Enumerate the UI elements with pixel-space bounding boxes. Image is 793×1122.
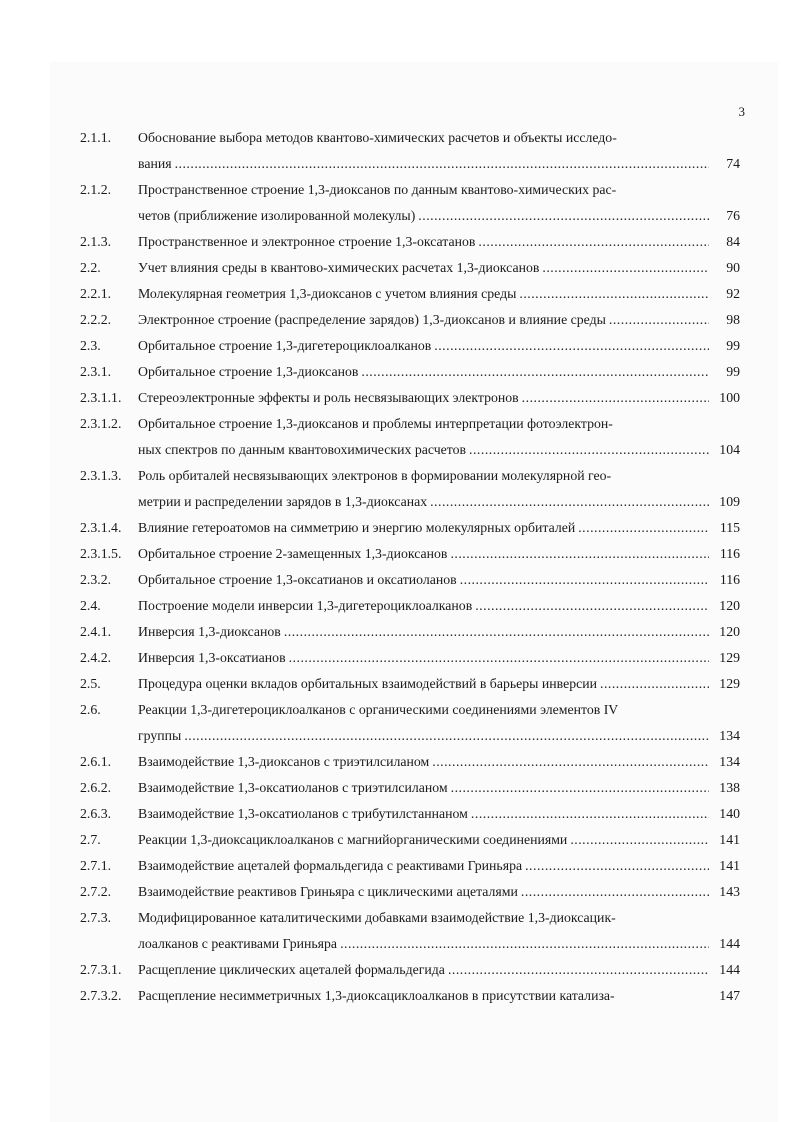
dot-leader (460, 570, 709, 590)
toc-entry-title: Орбитальное строение 1,3-диоксанов и проблемы интерпретации фотоэлектрон- (138, 416, 613, 431)
toc-entry-number: 2.1.3. (80, 234, 112, 249)
dot-leader (340, 934, 709, 954)
toc-entry (80, 960, 740, 986)
toc-entry-number: 2.3.2. (80, 572, 112, 587)
toc-entry (80, 986, 740, 1012)
toc-entry-title: вания (138, 156, 172, 171)
toc-entry-title: Электронное строение (распределение зарядов) 1,3-диоксанов и влияние среды (138, 312, 606, 327)
toc-entry-title: лоалканов с реактивами Гриньяра (138, 936, 338, 951)
toc-entry-number: 2.5. (80, 676, 101, 691)
toc-entry-number: 2.3.1.4. (80, 520, 122, 535)
dot-leader (570, 830, 709, 850)
toc-entry-title: Орбитальное строение 1,3-диоксанов (138, 364, 359, 379)
dot-leader (578, 518, 709, 538)
toc-entry (80, 232, 740, 258)
toc-entry-number: 2.6. (80, 702, 101, 717)
dot-leader (522, 388, 709, 408)
dot-leader (434, 336, 709, 356)
toc-entry (80, 778, 740, 804)
toc-entry-title: Орбитальное строение 1,3-дигетероциклоалканов (138, 338, 432, 353)
dot-leader (609, 310, 709, 330)
toc-entry-page: 90 (726, 260, 740, 275)
dot-leader (418, 206, 709, 226)
dot-leader (289, 648, 709, 668)
toc-entry-number: 2.3. (80, 338, 101, 353)
toc-entry (80, 258, 740, 284)
toc-entry-number: 2.6.2. (80, 780, 112, 795)
dot-leader (471, 804, 709, 824)
dot-leader (469, 440, 709, 460)
toc-entry-page: 109 (719, 494, 740, 509)
dot-leader (432, 752, 709, 772)
dot-leader (361, 362, 709, 382)
toc-entry-page: 116 (719, 546, 740, 561)
toc-entry-number: 2.1.1. (80, 130, 112, 145)
toc-entry-number: 2.2. (80, 260, 101, 275)
toc-entry-page: 129 (719, 650, 740, 665)
toc-entry-number: 2.7.3. (80, 910, 112, 925)
toc-entry-page: 116 (719, 572, 740, 587)
toc-entry (80, 882, 740, 908)
toc-entry-title: Взаимодействие 1,3-оксатиоланов с триэтилсиланом (138, 780, 448, 795)
toc-entry-page: 138 (719, 780, 740, 795)
toc-entry (80, 388, 740, 414)
toc-entry-title: Модифицированное каталитическими добавками взаимодействие 1,3-диоксацик- (138, 910, 616, 925)
toc-entry (80, 804, 740, 830)
toc-entry-title: Орбитальное строение 2-замещенных 1,3-диоксанов (138, 546, 448, 561)
toc-entry-page: 120 (719, 598, 740, 613)
toc-entry (80, 830, 740, 856)
dot-leader (450, 544, 709, 564)
page-number: 3 (738, 104, 745, 119)
toc-entry-title: Влияние гетероатомов на симметрию и энергию молекулярных орбиталей (138, 520, 576, 535)
toc-entry (80, 622, 740, 648)
toc-entry-title: Взаимодействие 1,3-диоксанов с триэтилсиланом (138, 754, 430, 769)
toc-entry-page: 84 (726, 234, 740, 249)
toc-entry-title: Взаимодействие ацеталей формальдегида с реактивами Гриньяра (138, 858, 523, 873)
toc-entry-page: 144 (719, 962, 740, 977)
toc-entry (80, 518, 740, 544)
dot-leader (430, 492, 709, 512)
dot-leader (478, 232, 709, 252)
toc-entry-page: 120 (719, 624, 740, 639)
toc-entry (80, 674, 740, 700)
toc-entry-number: 2.2.1. (80, 286, 112, 301)
dot-leader (519, 284, 709, 304)
dot-leader (175, 154, 709, 174)
toc-entry (80, 908, 740, 960)
toc-entry (80, 700, 740, 752)
toc-entry-title: Расщепление циклических ацеталей формальдегида (138, 962, 445, 977)
toc-entry-title: Роль орбиталей несвязывающих электронов в формировании молекулярной гео- (138, 468, 612, 483)
toc-entry-title: Молекулярная геометрия 1,3-диоксанов с учетом влияния среды (138, 286, 517, 301)
dot-leader (600, 674, 709, 694)
toc-entry-page: 100 (719, 390, 740, 405)
toc-entry-number: 2.7.2. (80, 884, 112, 899)
toc-entry (80, 466, 740, 518)
toc-entry-number: 2.6.3. (80, 806, 112, 821)
toc-entry-title: метрии и распределении зарядов в 1,3-диоксанах (138, 494, 428, 509)
toc-entry (80, 544, 740, 570)
toc-entry-title: Взаимодействие 1,3-оксатиоланов с трибутилстаннаном (138, 806, 468, 821)
toc-entry (80, 128, 740, 180)
toc-entry-title: Реакции 1,3-диоксациклоалканов с магнийорганическими соединениями (138, 832, 568, 847)
toc-entry-title: Взаимодействие реактивов Гриньяра с циклическими ацеталями (138, 884, 518, 899)
toc-entry-title: Учет влияния среды в квантово-химических расчетах 1,3-диоксанов (138, 260, 540, 275)
toc-entry (80, 284, 740, 310)
toc-entry-title: Орбитальное строение 1,3-оксатианов и оксатиоланов (138, 572, 457, 587)
toc-entry-number: 2.4.1. (80, 624, 112, 639)
toc-entry-page: 141 (719, 832, 740, 847)
toc-entry (80, 310, 740, 336)
toc-entry (80, 648, 740, 674)
toc-entry (80, 336, 740, 362)
toc-entry (80, 596, 740, 622)
toc-entry-number: 2.3.1.5. (80, 546, 122, 561)
toc-entry-page: 99 (726, 364, 740, 379)
toc-entry-page: 104 (719, 442, 740, 457)
toc-entry-number: 2.7.3.1. (80, 962, 122, 977)
toc-entry-number: 2.3.1.2. (80, 416, 122, 431)
toc-entry-title: ных спектров по данным квантовохимических расчетов (138, 442, 467, 457)
toc-entry (80, 414, 740, 466)
toc-entry-number: 2.3.1.1. (80, 390, 122, 405)
toc-entry-number: 2.2.2. (80, 312, 112, 327)
toc-entry-number: 2.3.1. (80, 364, 112, 379)
toc-entry-title: группы (138, 728, 182, 743)
toc-entry-title: Инверсия 1,3-диоксанов (138, 624, 281, 639)
toc-entry (80, 856, 740, 882)
toc-entry-page: 147 (719, 988, 740, 1003)
toc-entry-page: 143 (719, 884, 740, 899)
toc-entry-number: 2.1.2. (80, 182, 112, 197)
dot-leader (475, 596, 709, 616)
toc-entry-page: 144 (719, 936, 740, 951)
toc-entry-title: Расщепление несимметричных 1,3-диоксациклоалканов в присутствии катализа- (138, 988, 615, 1003)
toc-entry-title: Стереоэлектронные эффекты и роль несвязывающих электронов (138, 390, 519, 405)
dot-leader (184, 726, 709, 746)
toc-entry-page: 140 (719, 806, 740, 821)
dot-leader (542, 258, 709, 278)
dot-leader (525, 856, 709, 876)
dot-leader (284, 622, 709, 642)
toc-entry-title: Пространственное строение 1,3-диоксанов по данным квантово-химических рас- (138, 182, 617, 197)
toc-entry-page: 99 (726, 338, 740, 353)
toc-entry-title: Инверсия 1,3-оксатианов (138, 650, 286, 665)
toc-entry-page: 115 (719, 520, 740, 535)
toc-entry-number: 2.7.1. (80, 858, 112, 873)
toc-entry-page: 141 (719, 858, 740, 873)
toc-entry-title: Пространственное и электронное строение 1,3-оксатанов (138, 234, 476, 249)
toc-entry-page: 98 (726, 312, 740, 327)
toc-entry-page: 92 (726, 286, 740, 301)
toc-entry (80, 752, 740, 778)
toc-entry-number: 2.7.3.2. (80, 988, 122, 1003)
toc-entry-number: 2.3.1.3. (80, 468, 122, 483)
toc-entry-number: 2.6.1. (80, 754, 112, 769)
toc-entry-page: 76 (726, 208, 740, 223)
toc-entry-page: 74 (726, 156, 740, 171)
toc-entry-page: 134 (719, 754, 740, 769)
toc-entry-title: четов (приближение изолированной молекулы) (138, 208, 416, 223)
toc-entry (80, 362, 740, 388)
dot-leader (451, 778, 709, 798)
toc-entry-page: 134 (719, 728, 740, 743)
toc-entry-number: 2.7. (80, 832, 101, 847)
toc-entry-title: Реакции 1,3-дигетероциклоалканов с органическими соединениями элементов IV (138, 702, 619, 717)
toc-entry (80, 570, 740, 596)
toc-entry-number: 2.4. (80, 598, 101, 613)
dot-leader (448, 960, 709, 980)
toc-entry-page: 129 (719, 676, 740, 691)
dot-leader (521, 882, 709, 902)
toc-entry-title: Построение модели инверсии 1,3-дигетероциклоалканов (138, 598, 473, 613)
toc-entry-number: 2.4.2. (80, 650, 112, 665)
toc-entry (80, 180, 740, 232)
toc-entry-title: Обоснование выбора методов квантово-химических расчетов и объекты исследо- (138, 130, 617, 145)
table-of-contents (80, 128, 740, 1012)
toc-entry-title: Процедура оценки вкладов орбитальных взаимодействий в барьеры инверсии (138, 676, 597, 691)
